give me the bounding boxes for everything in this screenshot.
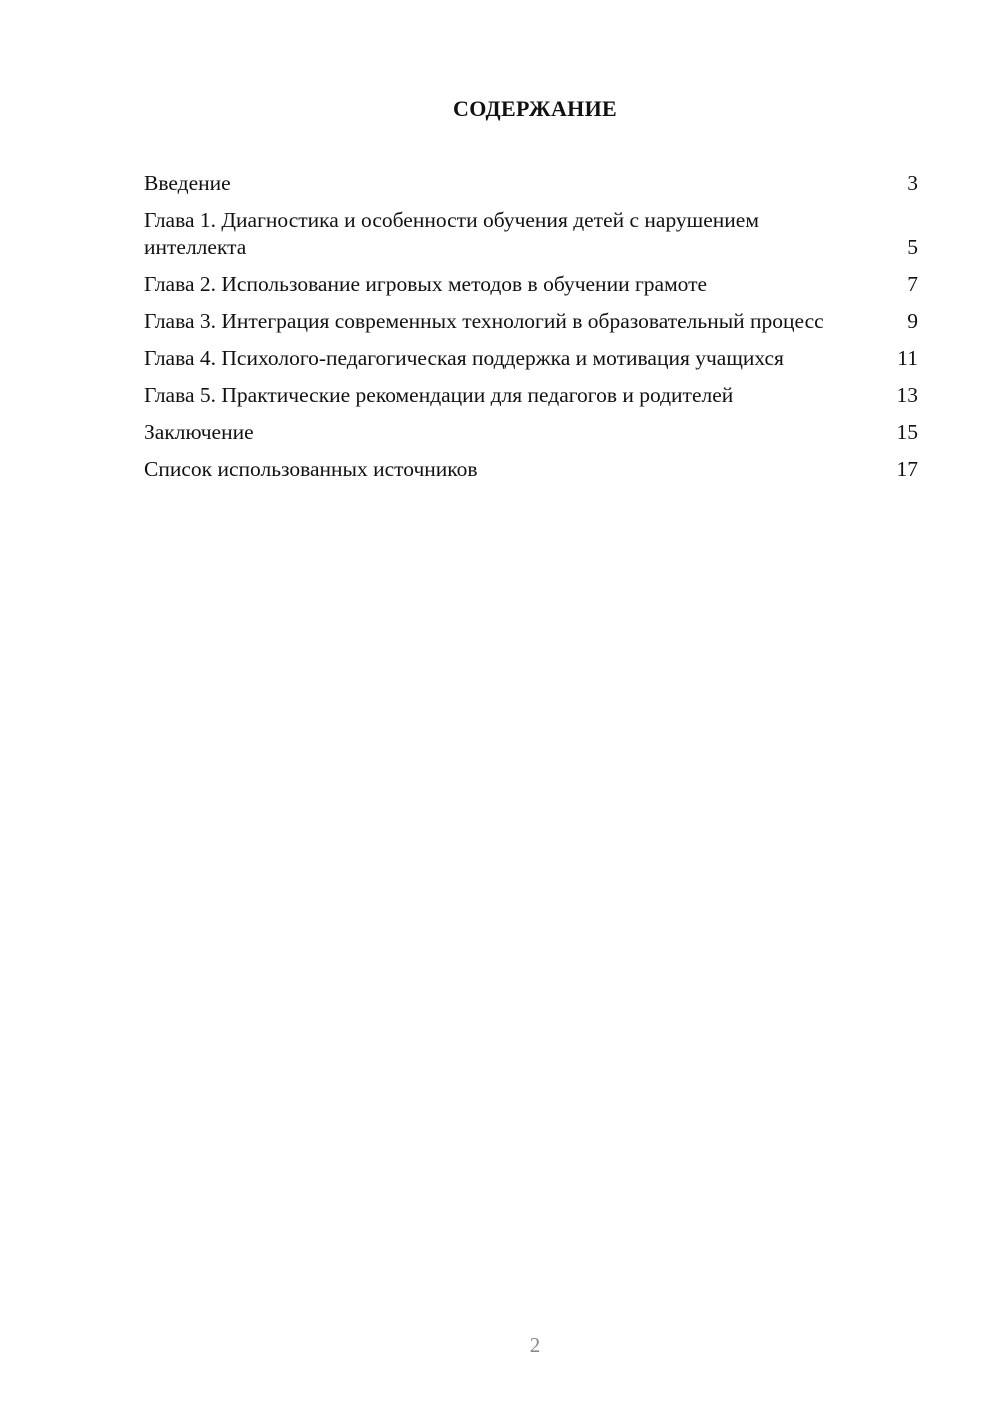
toc-entry-title: Глава 5. Практические рекомендации для педагогов и родителей bbox=[144, 383, 734, 407]
toc-entry-title: Введение bbox=[144, 171, 231, 195]
page-title: СОДЕРЖАНИЕ bbox=[453, 96, 617, 121]
toc-entry-page: 13 bbox=[896, 383, 918, 407]
table-of-contents bbox=[144, 170, 918, 493]
toc-entry-title: Глава 3. Интеграция современных технологий в образовательный процесс bbox=[144, 309, 824, 333]
toc-entry bbox=[144, 170, 918, 197]
toc-entry bbox=[144, 271, 918, 298]
toc-entry-title: Заключение bbox=[144, 420, 254, 444]
toc-entry bbox=[144, 308, 918, 335]
toc-entry bbox=[144, 345, 918, 372]
toc-entry-title: Глава 1. Диагностика и особенности обучения детей с нарушением интеллекта bbox=[144, 208, 759, 259]
toc-entry bbox=[144, 207, 918, 261]
toc-entry-page: 9 bbox=[907, 309, 918, 333]
toc-entry-title: Список использованных источников bbox=[144, 457, 478, 481]
toc-entry-page: 11 bbox=[897, 346, 918, 370]
toc-entry-page: 15 bbox=[896, 420, 918, 444]
toc-entry-page: 7 bbox=[907, 272, 918, 296]
page-number: 2 bbox=[529, 1333, 541, 1357]
toc-entry-page: 3 bbox=[907, 171, 918, 195]
toc-entry bbox=[144, 419, 918, 446]
toc-entry-title: Глава 4. Психолого-педагогическая поддержка и мотивация учащихся bbox=[144, 346, 784, 370]
toc-entry bbox=[144, 382, 918, 409]
toc-entry-page: 17 bbox=[896, 457, 918, 481]
toc-entry-title: Глава 2. Использование игровых методов в обучении грамоте bbox=[144, 272, 708, 296]
toc-entry-page: 5 bbox=[907, 235, 918, 259]
toc-entry bbox=[144, 456, 918, 483]
